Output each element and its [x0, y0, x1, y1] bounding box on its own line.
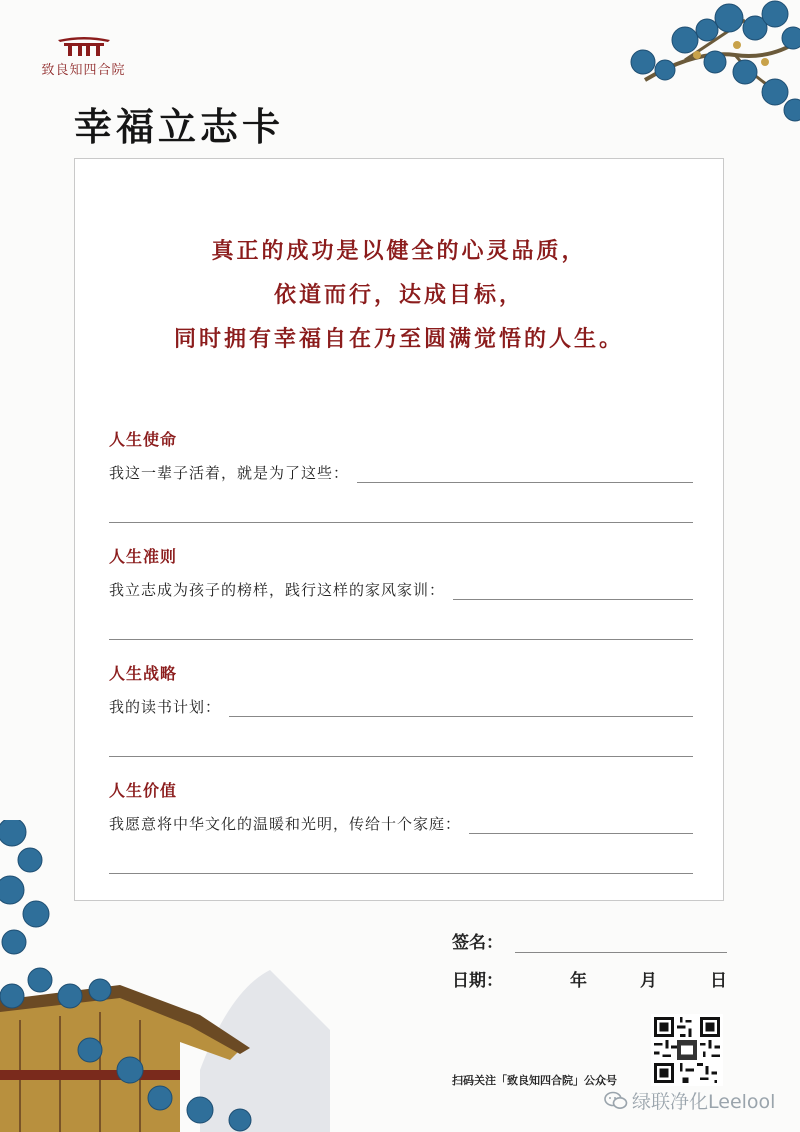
section-prompt: 我的读书计划： [109, 698, 222, 716]
section-prompt: 我愿意将中华文化的温暖和光明，传给十个家庭： [109, 815, 462, 833]
answer-line[interactable] [357, 464, 693, 483]
motto-line: 依道而行，达成目标， [273, 282, 524, 308]
answer-line[interactable] [109, 755, 693, 757]
date-day: 日 [710, 971, 727, 991]
signature-row [452, 928, 727, 953]
section-title: 人生战略 [109, 664, 178, 683]
wechat-icon [604, 1091, 628, 1111]
answer-line[interactable] [229, 698, 693, 717]
vow-card [74, 158, 724, 901]
section-prompt: 我立志成为孩子的榜样，践行这样的家风家训： [109, 581, 446, 599]
signature-line[interactable] [515, 936, 727, 953]
motto-line: 同时拥有幸福自在乃至圆满觉悟的人生。 [173, 326, 624, 352]
watermark-text: 绿联净化Leelool [632, 1091, 776, 1113]
section-life-strategy [109, 661, 693, 757]
section-title: 人生使命 [109, 430, 178, 449]
logo-text: 致良知四合院 [41, 63, 126, 78]
answer-line[interactable] [109, 638, 693, 640]
gate-logo-icon [56, 34, 112, 56]
watermark [604, 1087, 775, 1114]
section-title: 人生价值 [109, 781, 178, 800]
motto [75, 229, 723, 361]
page-title: 幸福立志卡 [74, 104, 285, 149]
pine-tree-decoration-icon [625, 0, 800, 140]
date-label: 日期： [452, 971, 503, 991]
answer-line[interactable] [453, 581, 693, 600]
answer-line[interactable] [109, 521, 693, 523]
motto-line: 真正的成功是以健全的心灵品质， [211, 238, 587, 264]
answer-line[interactable] [469, 815, 693, 834]
section-life-principles [109, 544, 693, 640]
answer-line[interactable] [109, 872, 693, 874]
logo [36, 34, 131, 78]
section-life-value [109, 778, 693, 874]
signature-label: 签名： [452, 933, 503, 953]
section-title: 人生准则 [109, 547, 178, 566]
date-month: 月 [640, 971, 657, 991]
section-prompt: 我这一辈子活着，就是为了这些： [109, 464, 350, 482]
date-year: 年 [570, 971, 587, 991]
section-life-mission [109, 427, 693, 523]
qr-caption: 扫码关注「致良知四合院」公众号 [452, 1074, 617, 1087]
qr-code-icon[interactable] [651, 1014, 723, 1086]
